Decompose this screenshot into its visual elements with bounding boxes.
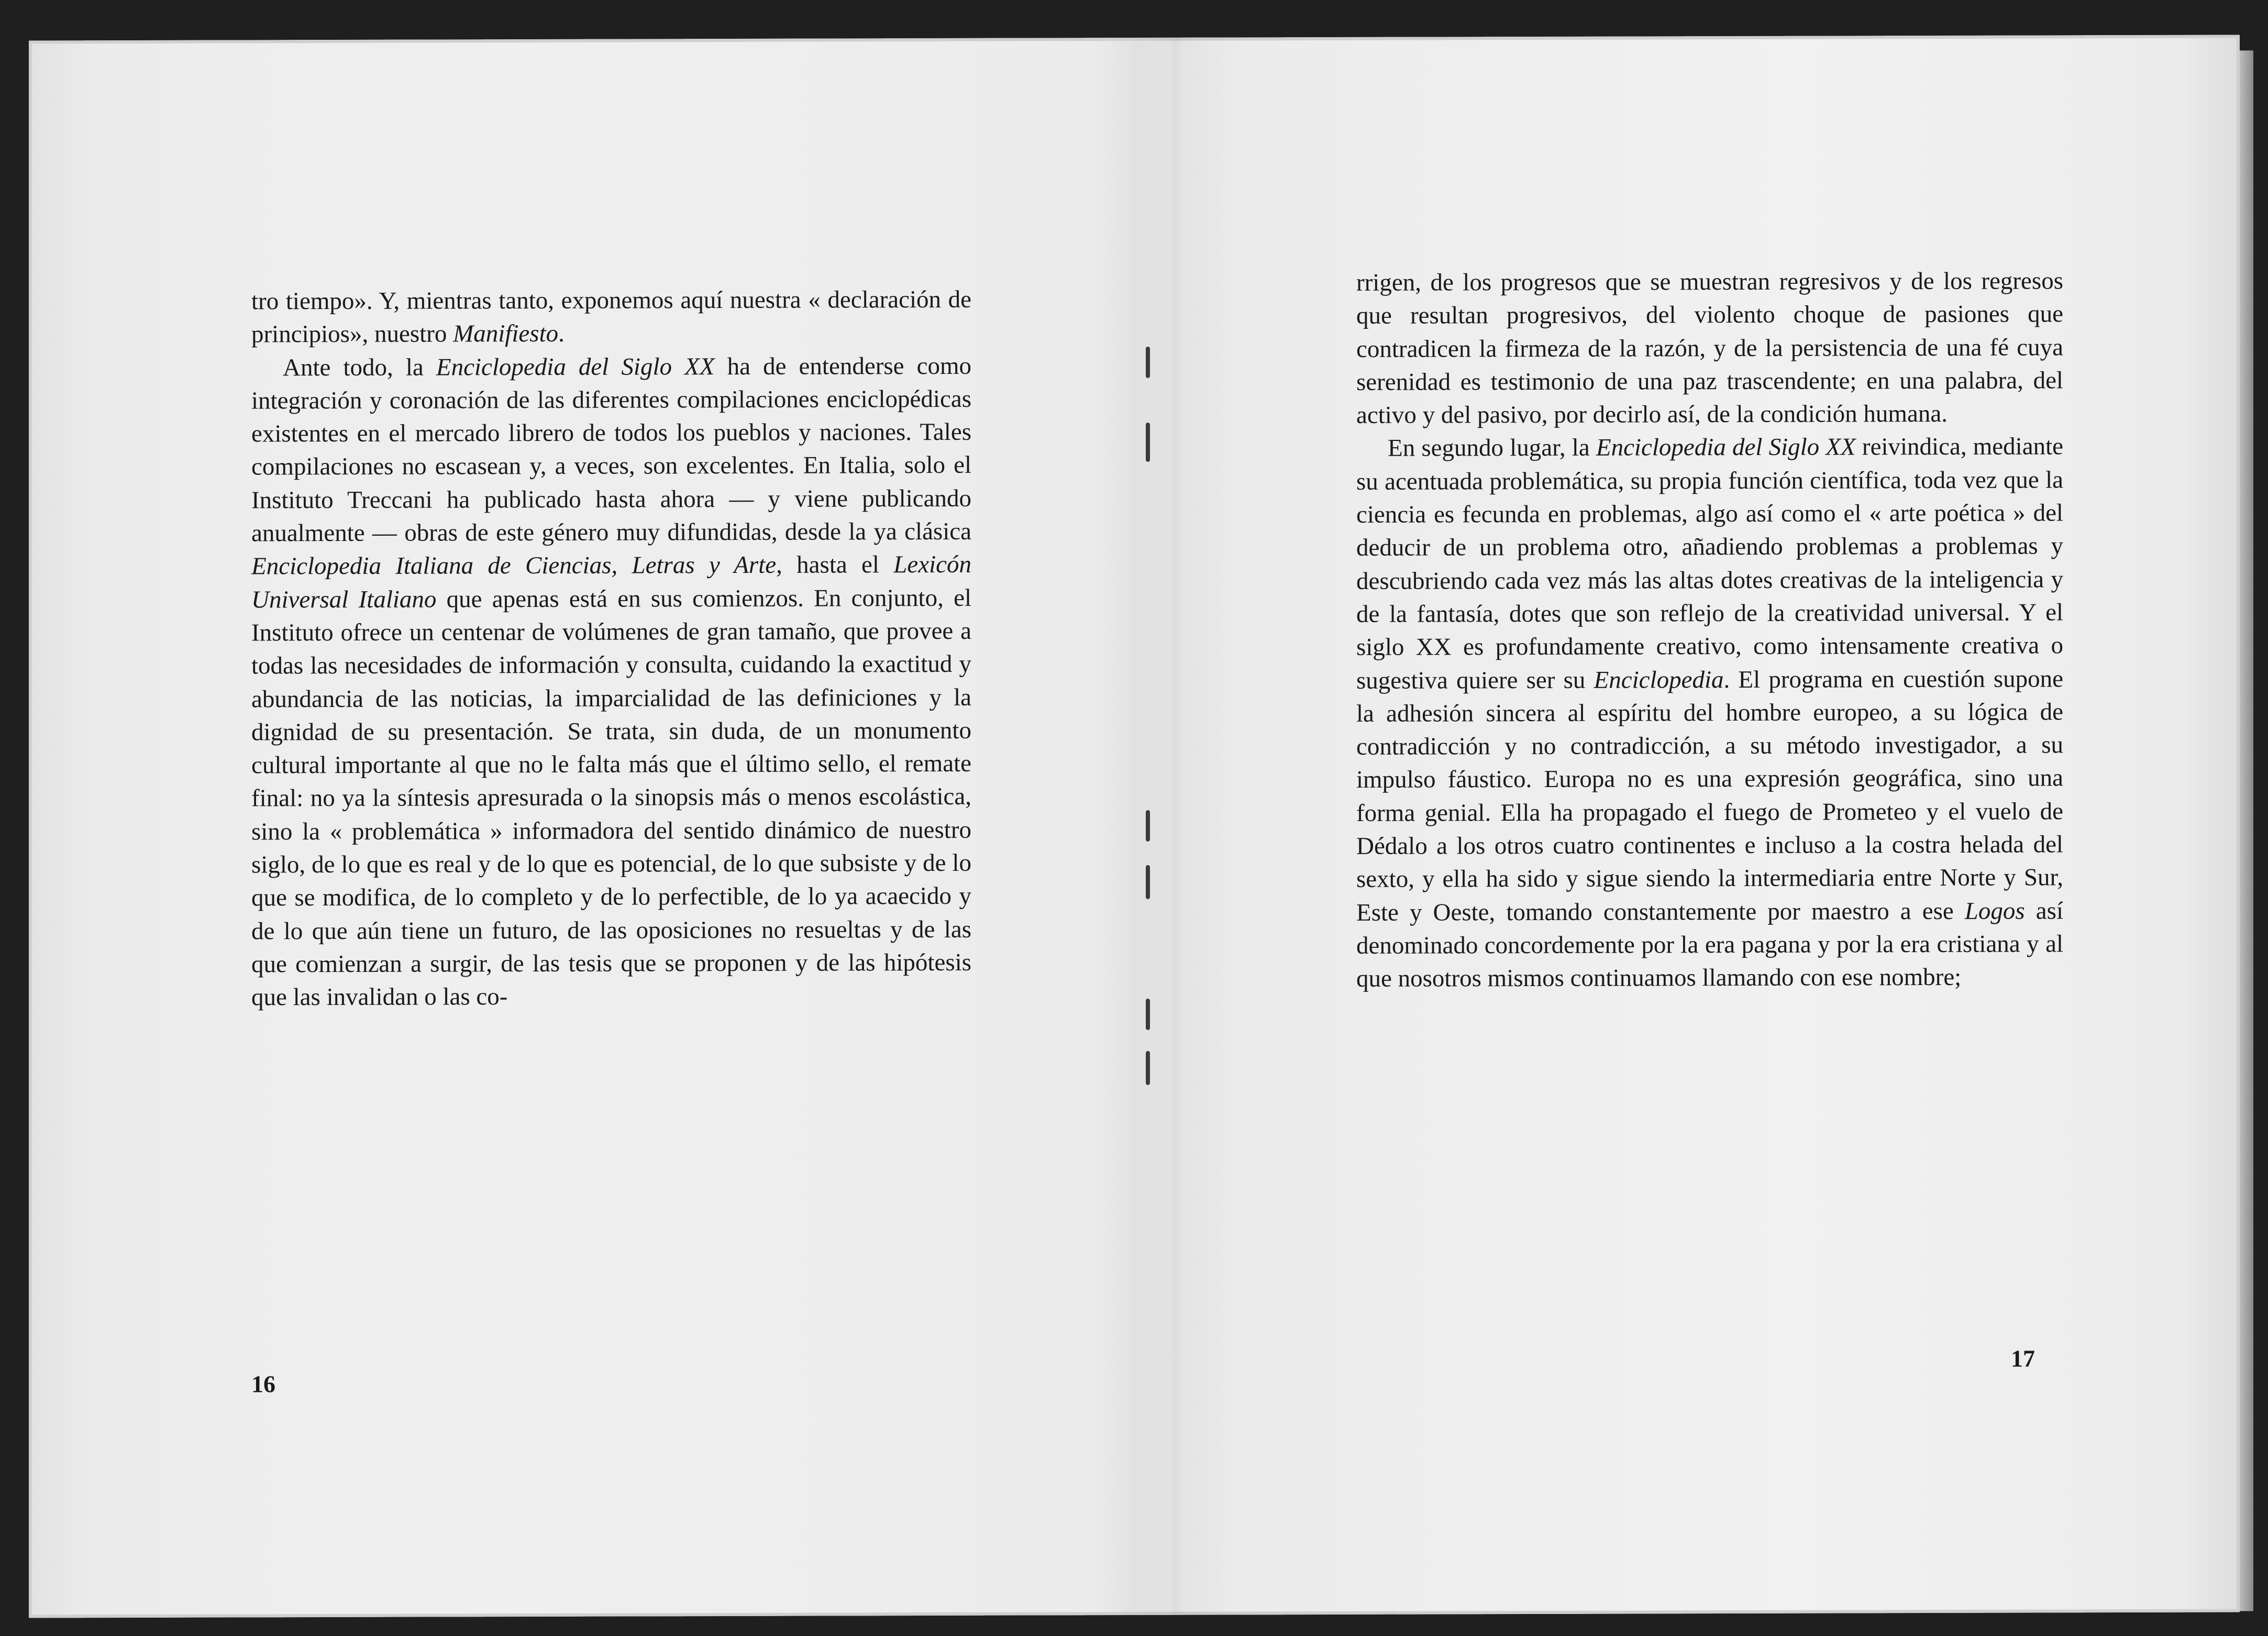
binding-stitch xyxy=(1146,999,1150,1030)
binding-stitch xyxy=(1146,865,1150,899)
left-page xyxy=(251,283,971,1014)
open-book xyxy=(29,35,2240,1618)
binding-stitch xyxy=(1146,810,1150,842)
page-number: 16 xyxy=(251,1370,275,1398)
book-spine xyxy=(1108,37,1244,1615)
paragraph: Ante todo, la Enciclopedia del Siglo XX ha de entenderse como integración y coronación de las diferentes compilaciones enciclopédicas existentes en el mercado librero de todos los pueblos y naciones. Tales compilaciones no escasean y, a veces, son excelentes. En Italia, solo el Instituto Treccani ha publicado hasta ahora — y viene publicando anualmente — obras de este género muy difundidas, desde la ya clásica Enciclopedia Italiana de Ciencias, Letras y Arte, hasta el Lexicón Universal Italiano que apenas está en sus comienzos. En conjunto, el Instituto ofrece un centenar de volúmenes de gran tamaño, que provee a todas las necesidades de información y consulta, cuidando la exactitud y abundancia de las noticias, la imparcialidad de las definiciones y la dignidad de su presentación. Se trata, sin duda, de un monumento cultural importante al que no le falta más que el último sello, el remate final: no ya la síntesis apresurada o la sinopsis más o menos escolástica, sino la « problemática » informadora del sentido dinámico de nuestro siglo, de lo que es real y de lo que es potencial, de lo que subsiste y de lo que se modifica, de lo completo y de lo perfectible, de lo ya acaecido y de lo que aún tiene un futuro, de las oposiciones no resueltas y de las que comienzan a surgir, de las tesis que se proponen y de las hipótesis que las invalidan o las co- xyxy=(251,352,972,1011)
paragraph: rrigen, de los progresos que se muestran regresivos y de los regresos que resultan progresivos, del violento choque de pasiones que contradicen la firmeza de la razón, y de la persistencia de una fé cuya serenidad es testimonio de una paz trascendente; en una palabra, del activo y del pasivo, por decirlo así, de la condición humana. xyxy=(1356,267,2063,429)
right-page xyxy=(1356,264,2063,996)
page-number: 17 xyxy=(2011,1345,2035,1372)
paragraph: En segundo lugar, la Enciclopedia del Siglo XX reivindica, mediante su acentuada problemática, su propia función científica, toda vez que la ciencia es fecunda en problemas, algo así como el « arte poética » del deducir de un problema otro, añadiendo problemas a problemas y descubriendo cada vez más las altas dotes creativas de la inteligencia y de la fantasía, dotes que son reflejo de la creatividad universal. Y el siglo XX es profundamente creativo, como intensamente creativa o sugestiva quiere ser su Enciclopedia. El programa en cuestión supone la adhesión sincera al espíritu del hombre europeo, a su lógica de contradicción y no contradicción, a su método investigador, a su impulso fáustico. Europa no es una expresión geográfica, sino una forma genial. Ella ha propagado el fuego de Prometeo y el vuelo de Dédalo a los otros cuatro continentes e incluso a la costra helada del sexto, y ella ha sido y sigue siendo la intermediaria entre Norte y Sur, Este y Oeste, tomando constantemente por maestro a ese Logos así denominado concordemente por la era pagana y por la era cristiana y al que nosotros mismos continuamos llamando con ese nombre; xyxy=(1356,433,2064,993)
binding-stitch xyxy=(1146,423,1150,462)
binding-stitch xyxy=(1146,1051,1150,1085)
page-edge xyxy=(2240,50,2253,1611)
binding-stitch xyxy=(1146,347,1150,378)
paragraph: tro tiempo». Y, mientras tanto, exponemos aquí nuestra « declaración de principios», nuestro Manifiesto. xyxy=(251,285,971,348)
